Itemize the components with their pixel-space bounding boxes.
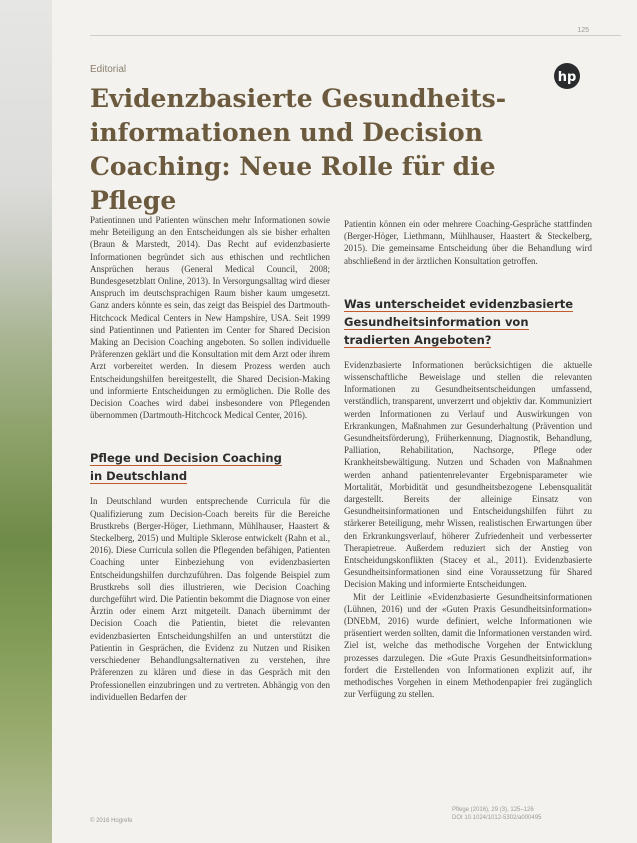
heading-line: Was unterscheidet evidenzbasierte [344,296,574,311]
heading-line: Pflege und Decision Coaching [90,451,282,466]
body-paragraph: In Deutschland wurden entsprechende Curricula für die Qualifizierung zum Decision-Coach bereits für die Bereiche Brustkrebs (Berger-Höger, Liethmann, Mühlhauser, Haastert & Steckelberg, 2015) und Multiple Sklerose entwickelt (Rahn et al., 2016). Diese Curricula sollen die Pflegenden befähigen, Patienten Coaching unter Einbeziehung von evidenzbasierten Entscheidungshilfen durchzuführen. Das folgende Beispiel zum Brustkrebs soll dies illustrieren, wie Decision Coaching durchgeführt wird. Die Patientin bekommt die Diagnose von einer Ärztin oder einem Arzt mitgeteilt. Danach übernimmt der Decision Coach die Patientin, bietet die relevanten evidenzbasierten Entscheidungshilfen an und unterstützt die Patientin in Gesprächen, die Evidenz zu Nutzen und Risiken verschiedener Behandlungsalternativen zu verstehen, ihre Präferenzen zu klären und diese in das Gespräch mit den Professionellen einzubringen und zu vertreten. Abhängig von den individuellen Bedarfen der [90,496,330,702]
section-label: Editorial [90,64,127,75]
heading-line: in Deutschland [90,469,188,484]
section-heading-pflege [90,449,330,485]
header-rule [90,35,621,36]
heading-line: tradierten Angeboten? [344,332,492,347]
citation-line: Pflege (2016), 29 (3), 125–126 [452,807,534,813]
right-column [344,218,592,701]
article-title [90,82,510,218]
page-number: 125 [577,27,589,34]
heading-line: Gesundheitsinformation von [344,314,529,329]
journal-page [52,0,637,843]
left-column [90,214,330,703]
title-line: informationen und Decision [90,118,483,147]
logo-text: hp [557,70,577,85]
title-line: Coaching: Neue Rolle für die Pflege [90,152,496,215]
photo-edge-strip [0,0,52,843]
intro-paragraph: Patientinnen und Patienten wünschen mehr Informationen sowie mehr Beteiligung an den Entscheidungen als sie bisher erhalten (Braun & Marstedt, 2014). Das Recht auf evidenzbasierte Informationen begründet sich aus ethischen und rechtlichen Ansprüchen heraus (General Medical Council, 2008; Bundesgesetzblatt Online, 2013). In Versorgungsalltag wird dieser Anspruch im deutschsprachigen Raum bisher kaum umgesetzt. Ganz anders könnte es sein, das zeigt das Beispiel des Dartmouth-Hitchcock Medical Centers in New Hampshire, USA. Seit 1999 sind Patientinnen und Patienten im Center for Shared Decision Making an Decision Coaching angeboten. So sollen individuelle Präferenzen geklärt und die Konsultation mit dem Arzt oder ihrem Arzt vorbereitet werden. In diesem Prozess werden auch Entscheidungshilfen bereitgestellt, die Shared Decision-Making und informierte Entscheidungen zu ermöglichen. Die Rolle des Decision Coaches wird dabei insbesondere von Pflegenden übernommen (Dartmouth-Hitchcock Medical Center, 2016). [90,215,330,421]
footer-citation [452,806,602,822]
body-paragraph: Evidenzbasierte Informationen berücksichtigen die aktuelle wissenschaftliche Beweislage und stellen die relevanten Informationen zu Gesundheitsentscheidungen umfassend, verständlich, transparent, unverzerrt und objektiv dar. Kommuniziert werden Informationen zu Verlauf und Auswirkungen von Erkrankungen, Maßnahmen zur Gesunderhaltung (Prävention und Gesundheitsförderung), Früherkennung, Diagnostik, Behandlung, Palliation, Rehabilitation, Nachsorge, Pflege oder Krankheitsbewältigung. Nutzen und Schaden von Maßnahmen werden anhand patientenrelevanter Ergebnisparameter wie Mortalität, Morbidität und gesundheitsbezogene Lebensqualität dargestellt. Bereits der alleinige Einsatz von Gesundheitsinformationen und Entscheidungshilfen führt zu stärkerer Beteiligung, mehr Wissen, realistischen Erwartungen über den Erkrankungsverlauf, höherer Zufriedenheit und verbesserter Therapietreue. Außerdem reduziert sich der Anstieg von Entscheidungskonflikten (Stacey et al., 2011). Evidenzbasierte Gesundheitsinformationen sind eine Voraussetzung für Shared Decision Making und informierte Entscheidungen. [344,359,592,590]
section-heading-evidenz [344,295,592,349]
continued-paragraph: Patientin können ein oder mehrere Coaching-Gespräche stattfinden (Berger-Höger, Liethmann, Mühlhauser, Haastert & Steckelberg, 2015). Die gemeinsame Entscheidung über die Behandlung wird abschließend in der ärztlichen Konsultation getroffen. [344,219,592,266]
publisher-logo-icon [554,63,580,89]
body-paragraph: Mit der Leitlinie «Evidenzbasierte Gesundheitsinformationen (Lühnen, 2016) und der «Guten Praxis Gesundheitsinformation» (DNEbM, 2016) wurde definiert, welche Informationen wie präsentiert werden sollten, damit die Informationen verstanden wird. Ziel ist, welche das methodische Vorgehen der Entwicklung prozesses darzulegen. Die «Gute Praxis Gesundheitsinformation» fordert die Erstellenden von Informationen explizit auf, ihr methodisches Vorgehen in einem Methodenpapier frei zugänglich zur Verfügung zu stellen. [344,591,592,700]
footer-copyright: © 2016 Hogrefe [90,818,133,824]
citation-line: DOI 10.1024/1012-5302/a000495 [452,815,542,821]
title-line: Evidenzbasierte Gesundheits- [90,84,507,113]
